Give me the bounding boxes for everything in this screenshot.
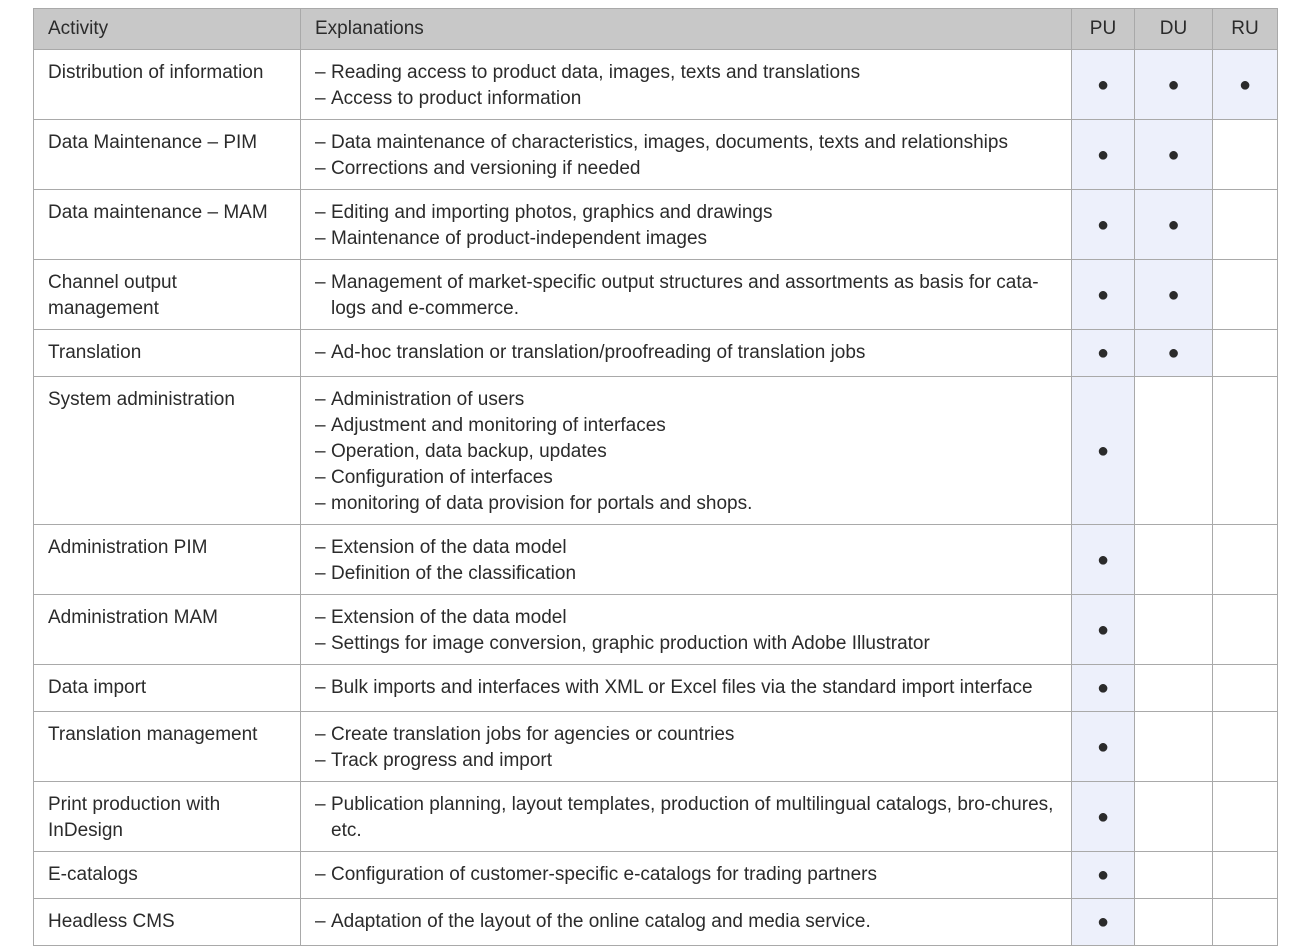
table-row: [34, 120, 1278, 190]
explanation-line: [315, 156, 1059, 182]
filled-dot-icon: ●: [1096, 864, 1110, 886]
activity-cell: [34, 260, 301, 330]
explanation-text: Management of market-specific output structures and assortments as basis for cata-logs and e-commerce.: [331, 272, 1039, 319]
ru-mark-cell: [1213, 190, 1278, 260]
du-mark-cell: [1135, 852, 1213, 899]
dash-bullet: –: [315, 415, 326, 436]
explanation-cell: [301, 899, 1072, 946]
filled-dot-icon: ●: [1096, 805, 1110, 828]
explanation-text: Extension of the data model: [331, 537, 567, 558]
table-body: [34, 50, 1278, 946]
explanation-text: monitoring of data provision for portals and shops.: [331, 493, 753, 514]
table-row: [34, 595, 1278, 665]
activity-cell: [34, 665, 301, 712]
explanation-line: [315, 862, 1059, 888]
dash-bullet: –: [315, 563, 326, 584]
ru-mark-cell: [1213, 260, 1278, 330]
dash-bullet: –: [315, 493, 326, 514]
explanation-text: Configuration of customer-specific e-catalogs for trading partners: [331, 864, 877, 885]
pu-mark-cell: [1072, 377, 1135, 525]
dash-bullet: –: [315, 794, 326, 815]
activity-label: Data import: [48, 677, 147, 698]
dash-bullet: –: [315, 607, 326, 628]
explanation-line: [315, 535, 1059, 561]
activity-label: Translation: [48, 342, 142, 363]
explanation-text: Settings for image conversion, graphic production with Adobe Illustrator: [331, 633, 930, 654]
activity-label: Administration PIM: [48, 537, 208, 558]
table-row: [34, 782, 1278, 852]
explanation-line: [315, 387, 1059, 413]
ru-mark-cell: [1213, 665, 1278, 712]
pu-mark-cell: [1072, 852, 1135, 899]
table-row: [34, 852, 1278, 899]
explanation-cell: [301, 525, 1072, 595]
dash-bullet: –: [315, 389, 326, 410]
filled-dot-icon: ●: [1096, 735, 1110, 758]
explanation-text: Track progress and import: [331, 750, 553, 771]
ru-mark-cell: [1213, 120, 1278, 190]
dash-bullet: –: [315, 750, 326, 771]
filled-dot-icon: ●: [1096, 73, 1110, 96]
explanation-cell: [301, 330, 1072, 377]
activity-cell: [34, 712, 301, 782]
activity-label: Channel output management: [48, 272, 177, 319]
explanation-cell: [301, 595, 1072, 665]
activity-cell: [34, 782, 301, 852]
pu-mark-cell: [1072, 50, 1135, 120]
activity-cell: [34, 190, 301, 260]
ru-mark-cell: [1213, 377, 1278, 525]
activity-cell: [34, 525, 301, 595]
activity-cell: [34, 120, 301, 190]
table-header-row: [34, 9, 1278, 50]
explanation-line: [315, 792, 1059, 844]
explanation-text: Maintenance of product-independent images: [331, 228, 708, 249]
dash-bullet: –: [315, 158, 326, 179]
header-explanations: Explanations: [301, 9, 1072, 50]
explanation-text: Bulk imports and interfaces with XML or Excel files via the standard import interface: [331, 677, 1033, 698]
du-mark-cell: [1135, 525, 1213, 595]
filled-dot-icon: ●: [1096, 618, 1110, 641]
dash-bullet: –: [315, 342, 326, 363]
explanation-cell: [301, 190, 1072, 260]
dash-bullet: –: [315, 272, 326, 293]
explanation-line: [315, 722, 1059, 748]
explanation-cell: [301, 712, 1072, 782]
dash-bullet: –: [315, 441, 326, 462]
explanation-text: Editing and importing photos, graphics and drawings: [331, 202, 773, 223]
dash-bullet: –: [315, 132, 326, 153]
ru-mark-cell: [1213, 595, 1278, 665]
du-mark-cell: [1135, 595, 1213, 665]
ru-mark-cell: [1213, 712, 1278, 782]
explanation-cell: [301, 782, 1072, 852]
explanation-text: Publication planning, layout templates, production of multilingual catalogs, bro-chures, etc.: [331, 794, 1054, 841]
du-mark-cell: [1135, 120, 1213, 190]
activity-label: Data maintenance – MAM: [48, 202, 268, 223]
activity-label: Data Maintenance – PIM: [48, 132, 258, 153]
explanation-line: [315, 465, 1059, 491]
pu-mark-cell: [1072, 595, 1135, 665]
ru-mark-cell: [1213, 525, 1278, 595]
explanation-cell: [301, 377, 1072, 525]
table-row: [34, 260, 1278, 330]
du-mark-cell: [1135, 899, 1213, 946]
activity-label: Headless CMS: [48, 911, 175, 932]
filled-dot-icon: ●: [1167, 283, 1180, 306]
table-row: [34, 665, 1278, 712]
activity-label: Distribution of information: [48, 62, 264, 83]
ru-mark-cell: [1213, 899, 1278, 946]
explanation-text: Data maintenance of characteristics, images, documents, texts and relationships: [331, 132, 1008, 153]
dash-bullet: –: [315, 911, 326, 932]
activity-label: E-catalogs: [48, 864, 138, 885]
explanation-line: [315, 675, 1059, 701]
filled-dot-icon: ●: [1167, 73, 1180, 96]
dash-bullet: –: [315, 62, 326, 83]
pu-mark-cell: [1072, 330, 1135, 377]
dash-bullet: –: [315, 88, 326, 109]
dash-bullet: –: [315, 724, 326, 745]
du-mark-cell: [1135, 377, 1213, 525]
explanation-line: [315, 200, 1059, 226]
du-mark-cell: [1135, 782, 1213, 852]
explanation-line: [315, 130, 1059, 156]
filled-dot-icon: ●: [1096, 677, 1110, 699]
explanation-line: [315, 748, 1059, 774]
table-row: [34, 330, 1278, 377]
dash-bullet: –: [315, 633, 326, 654]
pu-mark-cell: [1072, 525, 1135, 595]
du-mark-cell: [1135, 260, 1213, 330]
roles-activity-table: [33, 8, 1278, 946]
ru-mark-cell: [1213, 50, 1278, 120]
activity-label: Print production with InDesign: [48, 794, 221, 841]
filled-dot-icon: ●: [1238, 73, 1252, 96]
du-mark-cell: [1135, 665, 1213, 712]
filled-dot-icon: ●: [1096, 143, 1110, 166]
header-pu: PU: [1072, 9, 1135, 50]
dash-bullet: –: [315, 202, 326, 223]
filled-dot-icon: ●: [1096, 439, 1110, 462]
explanation-line: [315, 86, 1059, 112]
ru-mark-cell: [1213, 782, 1278, 852]
dash-bullet: –: [315, 228, 326, 249]
explanation-text: Adaptation of the layout of the online catalog and media service.: [331, 911, 871, 932]
table-row: [34, 190, 1278, 260]
table-row: [34, 525, 1278, 595]
explanation-line: [315, 605, 1059, 631]
pu-mark-cell: [1072, 665, 1135, 712]
filled-dot-icon: ●: [1167, 143, 1180, 166]
dash-bullet: –: [315, 537, 326, 558]
explanation-line: [315, 60, 1059, 86]
explanation-text: Corrections and versioning if needed: [331, 158, 641, 179]
activity-cell: [34, 595, 301, 665]
header-ru: RU: [1213, 9, 1278, 50]
pu-mark-cell: [1072, 190, 1135, 260]
activity-label: Translation management: [48, 724, 258, 745]
explanation-cell: [301, 120, 1072, 190]
activity-cell: [34, 50, 301, 120]
explanation-line: [315, 270, 1059, 322]
pu-mark-cell: [1072, 782, 1135, 852]
activity-cell: [34, 899, 301, 946]
dash-bullet: –: [315, 677, 326, 698]
du-mark-cell: [1135, 330, 1213, 377]
pu-mark-cell: [1072, 899, 1135, 946]
table-row: [34, 899, 1278, 946]
filled-dot-icon: ●: [1167, 213, 1180, 236]
explanation-text: Definition of the classification: [331, 563, 577, 584]
explanation-cell: [301, 665, 1072, 712]
explanation-line: [315, 491, 1059, 517]
filled-dot-icon: ●: [1096, 213, 1110, 236]
dash-bullet: –: [315, 467, 326, 488]
explanation-text: Ad-hoc translation or translation/proofreading of translation jobs: [331, 342, 866, 363]
du-mark-cell: [1135, 50, 1213, 120]
explanation-line: [315, 439, 1059, 465]
activity-cell: [34, 330, 301, 377]
header-activity: Activity: [34, 9, 301, 50]
filled-dot-icon: ●: [1096, 548, 1110, 571]
pu-mark-cell: [1072, 120, 1135, 190]
table-row: [34, 712, 1278, 782]
explanation-text: Access to product information: [331, 88, 582, 109]
filled-dot-icon: ●: [1167, 342, 1180, 364]
filled-dot-icon: ●: [1096, 283, 1110, 306]
explanation-line: [315, 909, 1059, 935]
pu-mark-cell: [1072, 712, 1135, 782]
explanation-text: Configuration of interfaces: [331, 467, 553, 488]
activity-cell: [34, 377, 301, 525]
explanation-cell: [301, 50, 1072, 120]
explanation-cell: [301, 260, 1072, 330]
du-mark-cell: [1135, 712, 1213, 782]
explanation-text: Adjustment and monitoring of interfaces: [331, 415, 666, 436]
ru-mark-cell: [1213, 330, 1278, 377]
explanation-line: [315, 340, 1059, 366]
header-du: DU: [1135, 9, 1213, 50]
table-row: [34, 377, 1278, 525]
explanation-line: [315, 413, 1059, 439]
dash-bullet: –: [315, 864, 326, 885]
explanation-cell: [301, 852, 1072, 899]
table-row: [34, 50, 1278, 120]
explanation-text: Administration of users: [331, 389, 525, 410]
explanation-line: [315, 226, 1059, 252]
explanation-line: [315, 561, 1059, 587]
filled-dot-icon: ●: [1096, 342, 1110, 364]
activity-cell: [34, 852, 301, 899]
activity-label: Administration MAM: [48, 607, 218, 628]
explanation-text: Operation, data backup, updates: [331, 441, 607, 462]
pu-mark-cell: [1072, 260, 1135, 330]
explanation-text: Create translation jobs for agencies or countries: [331, 724, 735, 745]
filled-dot-icon: ●: [1096, 911, 1110, 933]
ru-mark-cell: [1213, 852, 1278, 899]
activity-label: System administration: [48, 389, 235, 410]
explanation-text: Reading access to product data, images, texts and translations: [331, 62, 861, 83]
explanation-text: Extension of the data model: [331, 607, 567, 628]
explanation-line: [315, 631, 1059, 657]
du-mark-cell: [1135, 190, 1213, 260]
